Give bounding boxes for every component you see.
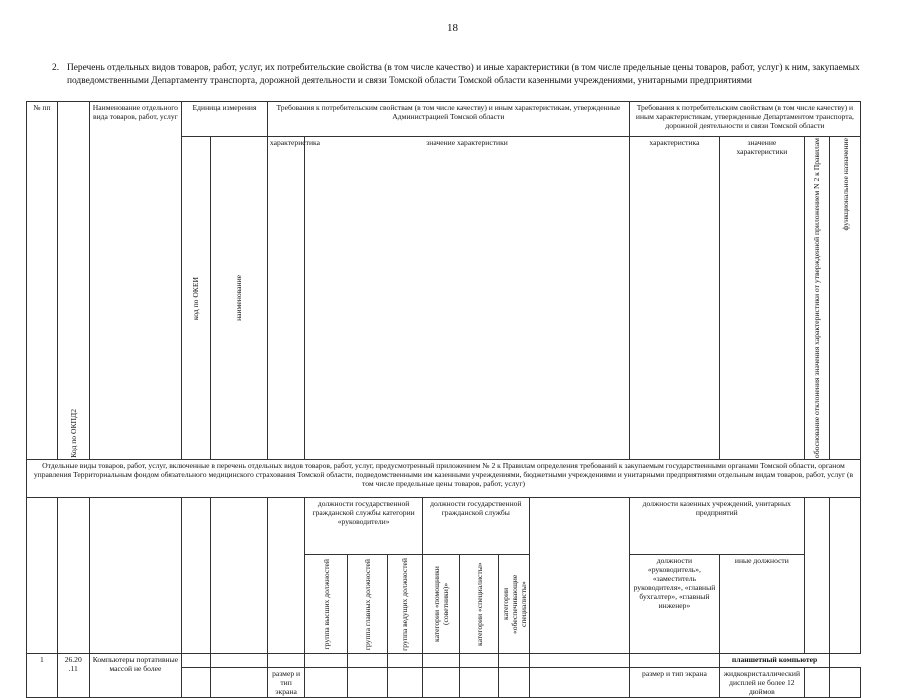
page-number: 18: [447, 22, 458, 34]
subheader-grp-lead: группа ведущих должностей: [387, 555, 422, 654]
subheader-kazen: должности казенных учреждений, унитарных предприятий: [629, 498, 804, 555]
subheader-cat-assist: категории «помощники (советники)»: [422, 555, 459, 654]
requirements-table: [26, 101, 861, 698]
col-header-dept-characteristic: характеристика: [629, 137, 719, 460]
row-dept-characteristic: размер и тип экрана: [629, 668, 719, 698]
col-header-num: № пп: [27, 102, 58, 460]
row-name: Компьютеры портативные массой не более: [89, 654, 181, 698]
col-header-unit-name: [210, 137, 267, 460]
section-row: Отдельные виды товаров, работ, услуг, включенные в перечень отдельных видов товаров, работ, услуг, предусмотренный приложением № 2 к Правилам определения требований к закупаемым государственными органами Томской области, органом управления Территориальным фондом обязательного медицинского страхования Томской области, подведомственными им казенными учреждениями, бюджетными учреждениями и унитарными предприятиями отдельным видам товаров, работ, услуг (в том числе предельные цены товаров, работ, услуг): [27, 460, 861, 498]
col-header-admin-characteristic: характеристика: [267, 137, 304, 460]
col-header-name: Наименование отдельного вида товаров, работ, услуг: [89, 102, 181, 460]
row-dept-value: жидкокристаллический дисплей не более 12 дюймов: [720, 668, 805, 698]
col-header-justification: [804, 137, 829, 460]
col-header-dept-value: значение характеристики: [720, 137, 805, 460]
subheader-kazen-other: иные должности: [720, 555, 805, 654]
col-header-admin-value: значение характеристики: [305, 137, 630, 460]
row-device-type: планшетный компьютер: [720, 654, 830, 668]
heading-number: 2.: [52, 63, 60, 73]
document-heading: [52, 62, 882, 88]
function-label: функциональное назначение: [840, 138, 850, 231]
heading-text: Перечень отдельных видов товаров, работ, услуг, их потребительские свойства (в том числе качество) и иные характеристики (в том числе предельные цены товаров, работ, услуг) к ним, закупаемых подведомственными Департаменту транспорта, дорожной деятельности и связи Томской области Томской области казенными учреждениями, унитарными предприятиями: [67, 63, 860, 86]
subheader-gov-leaders: должности государственной гражданской службы категории «руководители»: [305, 498, 423, 555]
col-header-function: [830, 137, 861, 460]
okpd-label: Код по ОКПД2: [68, 409, 78, 459]
okei-label: код по ОКЕИ: [191, 276, 201, 320]
subheader-gov-service: должности государственной гражданской службы: [422, 498, 529, 555]
subheader-grp-main: группа главных должностей: [348, 555, 388, 654]
subheader-grp-high: группа высших должностей: [305, 555, 348, 654]
col-header-dept-requirements: Требования к потребительским свойствам (в том числе качеству) и иным характеристикам, утвержденные Департаментом транспорта, дорожной деятельности и связи Томской области: [629, 102, 860, 137]
subheader-cat-support: категории «обеспечивающие специалисты»: [498, 555, 529, 654]
row-num: 1: [27, 654, 58, 698]
row-admin-characteristic: размер и тип экрана: [267, 668, 304, 698]
col-header-unit: Единица измерения: [182, 102, 268, 137]
unit-name-label: наименование: [234, 275, 244, 321]
subheader-kazen-leaders: должности «руководитель», «заместитель руководителя», «главный бухгалтер», «главный инженер»: [629, 555, 719, 654]
subheader-cat-spec: категории «специалисты»: [460, 555, 499, 654]
row-code: 26.20 .11: [57, 654, 89, 698]
col-header-okei: [182, 137, 211, 460]
col-header-okpd: [57, 102, 89, 460]
justification-label: обоснование отклонения значения характеристики от утвержденной приложением N 2 к Правилам: [812, 138, 822, 459]
col-header-admin-requirements: Требования к потребительским свойствам (в том числе качеству) и иным характеристикам, утвержденные Администрацией Томской области: [267, 102, 629, 137]
